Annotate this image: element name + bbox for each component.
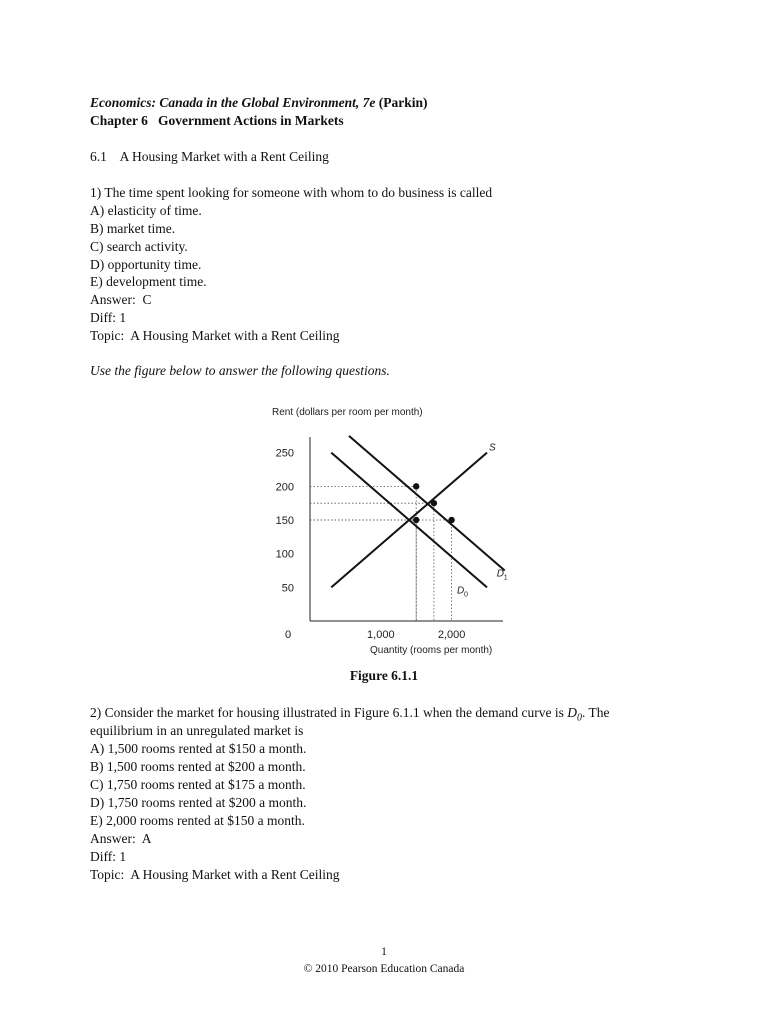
y-tick-label: 100 [275,548,294,561]
book-title: Economics: Canada in the Global Environment, 7e [90,95,376,110]
data-point [413,483,419,489]
x-axis-label: Quantity (rooms per month) [370,645,493,656]
q2-answer: Answer: A [90,831,152,846]
q1-option-a: A) elasticity of time. [90,203,202,218]
book-title-line [90,94,428,112]
x-tick-label: 0 [284,629,292,641]
q1-option-d: D) opportunity time. [90,257,202,272]
y-tick-label: 150 [275,515,294,528]
x-tick-label: 2,000 [437,629,466,641]
copyright: © 2010 Pearson Education Canada [303,963,465,975]
y-tick-label: 50 [281,582,294,595]
q2-stem-line2: equilibrium in an unregulated market is [90,723,304,738]
q2-option-b: B) 1,500 rooms rented at $200 a month. [90,759,306,774]
supply-demand-chart [260,398,520,666]
d1-curve-subscript: 1 [503,574,508,582]
demand-curve-d1 [349,436,505,571]
d1-curve-label: D [496,568,504,580]
s-curve-label: S [489,442,496,454]
q2-option-e: E) 2,000 rooms rented at $150 a month. [90,813,305,828]
d0-curve-subscript: 0 [464,591,468,599]
q1-stem: 1) The time spent looking for someone with whom to do business is called [90,185,493,200]
q1-diff: Diff: 1 [90,310,127,325]
book-author: (Parkin) [378,95,428,110]
chapter-title: Chapter 6 Government Actions in Markets [90,113,344,128]
q2-diff: Diff: 1 [90,849,127,864]
y-axis-label: Rent (dollars per room per month) [272,407,423,418]
page-number: 1 [381,946,387,958]
q1-option-c: C) search activity. [90,239,188,254]
q2-demand-symbol: D [567,705,578,720]
q2-option-d: D) 1,750 rooms rented at $200 a month. [90,795,307,810]
data-point [448,517,454,523]
q2-option-a: A) 1,500 rooms rented at $150 a month. [90,741,307,756]
data-point [413,517,419,523]
figure-instruction: Use the figure below to answer the following questions. [90,363,390,378]
data-point [431,500,437,506]
y-tick-label: 250 [275,447,294,460]
x-tick-label: 1,000 [367,629,395,641]
curve-labels [457,443,508,599]
q1-answer: Answer: C [90,292,152,307]
y-tick-label: 200 [275,481,294,494]
section-title: 6.1 A Housing Market with a Rent Ceiling [90,149,329,164]
q2-stem-text: 2) Consider the market for housing illustrated in Figure 6.1.1 when the demand curve is [90,705,568,720]
q2-stem-tail: . The [582,705,610,720]
q2-demand-subscript: 0 [577,712,583,724]
figure-6-1-1 [260,398,520,666]
figure-caption: Figure 6.1.1 [349,668,419,683]
curves [331,436,504,587]
q2-topic: Topic: A Housing Market with a Rent Ceiling [90,867,340,882]
d0-curve-label: D [457,585,465,597]
q1-topic: Topic: A Housing Market with a Rent Ceiling [90,328,340,343]
q2-option-c: C) 1,750 rooms rented at $175 a month. [90,777,306,792]
q1-option-b: B) market time. [90,221,176,236]
q1-option-e: E) development time. [90,274,207,289]
